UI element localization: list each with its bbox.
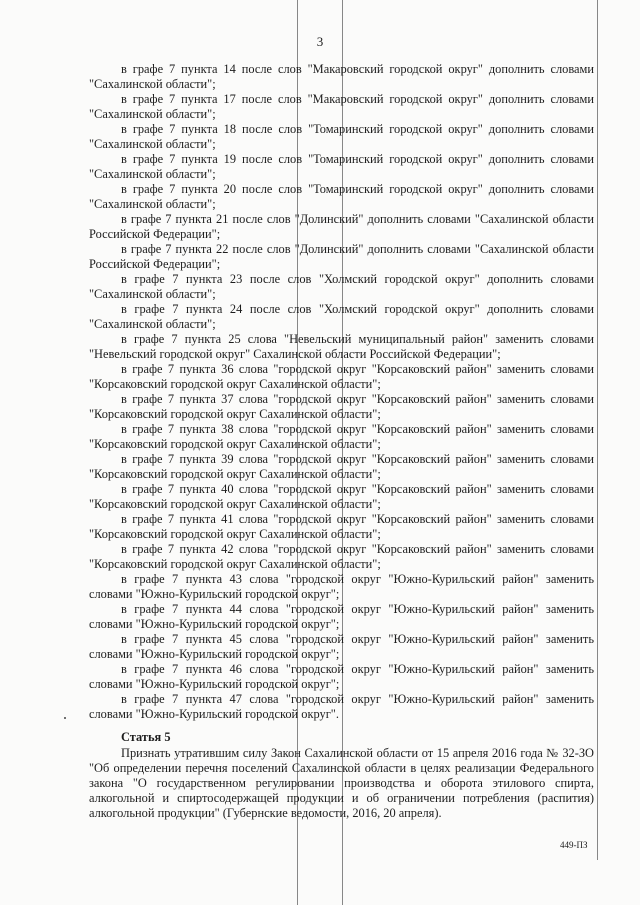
amendment-item: в графе 7 пункта 22 после слов "Долинский" дополнить словами "Сахалинской области Российской Федерации";: [89, 242, 594, 271]
amendment-item: в графе 7 пункта 20 после слов "Томаринский городской округ" дополнить словами "Сахалинской области";: [89, 182, 594, 211]
scan-artifact-line: [597, 0, 598, 860]
amendment-item: в графе 7 пункта 14 после слов "Макаровский городской округ" дополнить словами "Сахалинской области";: [89, 62, 594, 91]
amendments-list: [89, 62, 594, 722]
amendment-item: в графе 7 пункта 44 слова "городской округ "Южно-Курильский район" заменить словами "Южно-Курильский городской округ";: [89, 602, 594, 631]
amendment-item: в графе 7 пункта 39 слова "городской округ "Корсаковский район" заменить словами "Корсаковский городской округ Сахалинской области";: [89, 452, 594, 481]
amendment-item: в графе 7 пункта 38 слова "городской округ "Корсаковский район" заменить словами "Корсаковский городской округ Сахалинской области";: [89, 422, 594, 451]
amendment-item: в графе 7 пункта 25 слова "Невельский муниципальный район" заменить словами "Невельский городской округ" Сахалинской области Российской Федерации";: [89, 332, 594, 361]
amendment-item: в графе 7 пункта 41 слова "городской округ "Корсаковский район" заменить словами "Корсаковский городской округ Сахалинской области";: [89, 512, 594, 541]
amendment-item: в графе 7 пункта 43 слова "городской округ "Южно-Курильский район" заменить словами "Южно-Курильский городской округ";: [89, 572, 594, 601]
amendment-item: в графе 7 пункта 45 слова "городской округ "Южно-Курильский район" заменить словами "Южно-Курильский городской округ";: [89, 632, 594, 661]
amendment-item: в графе 7 пункта 42 слова "городской округ "Корсаковский район" заменить словами "Корсаковский городской округ Сахалинской области";: [89, 542, 594, 571]
article-title: Статья 5: [121, 730, 171, 744]
amendment-item: в графе 7 пункта 47 слова "городской округ "Южно-Курильский район" заменить словами "Южно-Курильский городской округ".: [89, 692, 594, 721]
amendment-item: в графе 7 пункта 40 слова "городской округ "Корсаковский район" заменить словами "Корсаковский городской округ Сахалинской области";: [89, 482, 594, 511]
amendment-items: [89, 62, 594, 722]
scan-artifact-dot: [64, 717, 66, 719]
article-text: Признать утратившим силу Закон Сахалинской области от 15 апреля 2016 года № 32-ЗО "Об определении перечня поселений Сахалинской области в целях реализации Федерального закона "О государственном регулировании производства и оборота этилового спирта, алкогольной и спиртосодержащей продукции и об ограничении потребления (распития) алкогольной продукции" (Губернские ведомости, 2016, 20 апреля).: [89, 746, 594, 820]
amendment-item: в графе 7 пункта 19 после слов "Томаринский городской округ" дополнить словами "Сахалинской области";: [89, 152, 594, 181]
document-code: 449-ПЗ: [560, 840, 588, 850]
page-number: 3: [316, 34, 324, 49]
amendment-item: в графе 7 пункта 18 после слов "Томаринский городской округ" дополнить словами "Сахалинской области";: [89, 122, 594, 151]
article-5: [89, 730, 594, 821]
amendment-item: в графе 7 пункта 24 после слов "Холмский городской округ" дополнить словами "Сахалинской области";: [89, 302, 594, 331]
amendment-item: в графе 7 пункта 17 после слов "Макаровский городской округ" дополнить словами "Сахалинской области";: [89, 92, 594, 121]
amendment-item: в графе 7 пункта 46 слова "городской округ "Южно-Курильский район" заменить словами "Южно-Курильский городской округ";: [89, 662, 594, 691]
amendment-item: в графе 7 пункта 37 слова "городской округ "Корсаковский район" заменить словами "Корсаковский городской округ Сахалинской области";: [89, 392, 594, 421]
amendment-item: в графе 7 пункта 21 после слов "Долинский" дополнить словами "Сахалинской области Российской Федерации";: [89, 212, 594, 241]
amendment-item: в графе 7 пункта 23 после слов "Холмский городской округ" дополнить словами "Сахалинской области";: [89, 272, 594, 301]
amendment-item: в графе 7 пункта 36 слова "городской округ "Корсаковский район" заменить словами "Корсаковский городской округ Сахалинской области";: [89, 362, 594, 391]
